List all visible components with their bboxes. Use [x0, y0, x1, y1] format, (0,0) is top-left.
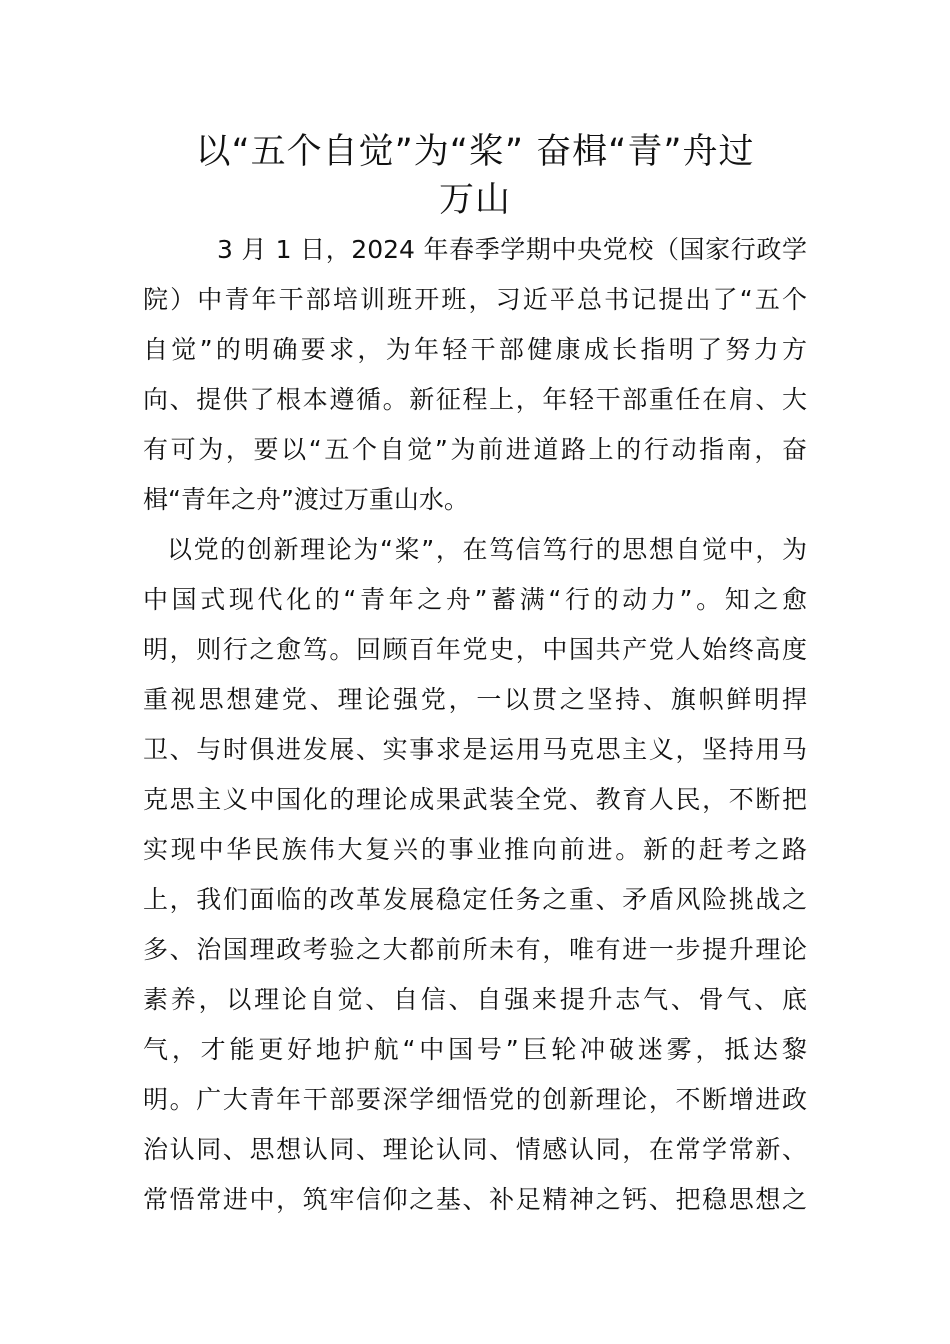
paragraph-1-line: 向、提供了根本遵循。新征程上，年轻干部重任在肩、大 — [143, 385, 807, 414]
paragraph-2-line: 明，则行之愈笃。回顾百年党史，中国共产党人始终高度 — [143, 635, 807, 664]
paragraph-1-line: 自觉”的明确要求，为年轻干部健康成长指明了努力方 — [143, 335, 807, 364]
paragraph-2-line: 明。广大青年干部要深学细悟党的创新理论，不断增进政 — [143, 1085, 807, 1114]
document-title — [140, 128, 810, 224]
paragraph-1-line: 院）中青年干部培训班开班，习近平总书记提出了“五个 — [143, 285, 807, 314]
paragraph-2-line: 治认同、思想认同、理论认同、情感认同，在常学常新、 — [143, 1135, 807, 1164]
paragraph-2-line: 实现中华民族伟大复兴的事业推向前进。新的赶考之路 — [143, 835, 807, 864]
paragraph-1-line: 有可为，要以“五个自觉”为前进道路上的行动指南，奋 — [143, 435, 807, 464]
title-line-1: 以“五个自觉”为“桨” 奋楫“青”舟过 — [195, 132, 755, 172]
title-line-2: 万山 — [438, 180, 511, 220]
paragraph-2-line: 上，我们面临的改革发展稳定任务之重、矛盾风险挑战之 — [143, 885, 807, 914]
paragraph-2-line: 素养，以理论自觉、自信、自强来提升志气、骨气、底 — [143, 985, 807, 1014]
paragraph-2-line: 卫、与时俱进发展、实事求是运用马克思主义，坚持用马 — [143, 735, 807, 764]
paragraph-2-line: 重视思想建党、理论强党，一以贯之坚持、旗帜鲜明捍 — [143, 685, 807, 714]
paragraph-2-line: 气，才能更好地护航“中国号”巨轮冲破迷雾，抵达黎 — [143, 1035, 807, 1064]
paragraph-2-line: 以党的创新理论为“桨”，在笃信笃行的思想自觉中，为 — [167, 535, 807, 564]
paragraph-2-line: 常悟常进中，筑牢信仰之基、补足精神之钙、把稳思想之 — [143, 1185, 807, 1214]
paragraph-2-line: 克思主义中国化的理论成果武装全党、教育人民，不断把 — [143, 785, 807, 814]
paragraph-2-line: 中国式现代化的“青年之舟”蓄满“行的动力”。知之愈 — [143, 585, 807, 614]
paragraph-2-line: 多、治国理政考验之大都前所未有，唯有进一步提升理论 — [143, 935, 807, 964]
paragraph-1-line: 3 月 1 日，2024 年春季学期中央党校（国家行政学 — [217, 235, 807, 264]
paragraph-1-line: 楫“青年之舟”渡过万重山水。 — [143, 485, 469, 514]
